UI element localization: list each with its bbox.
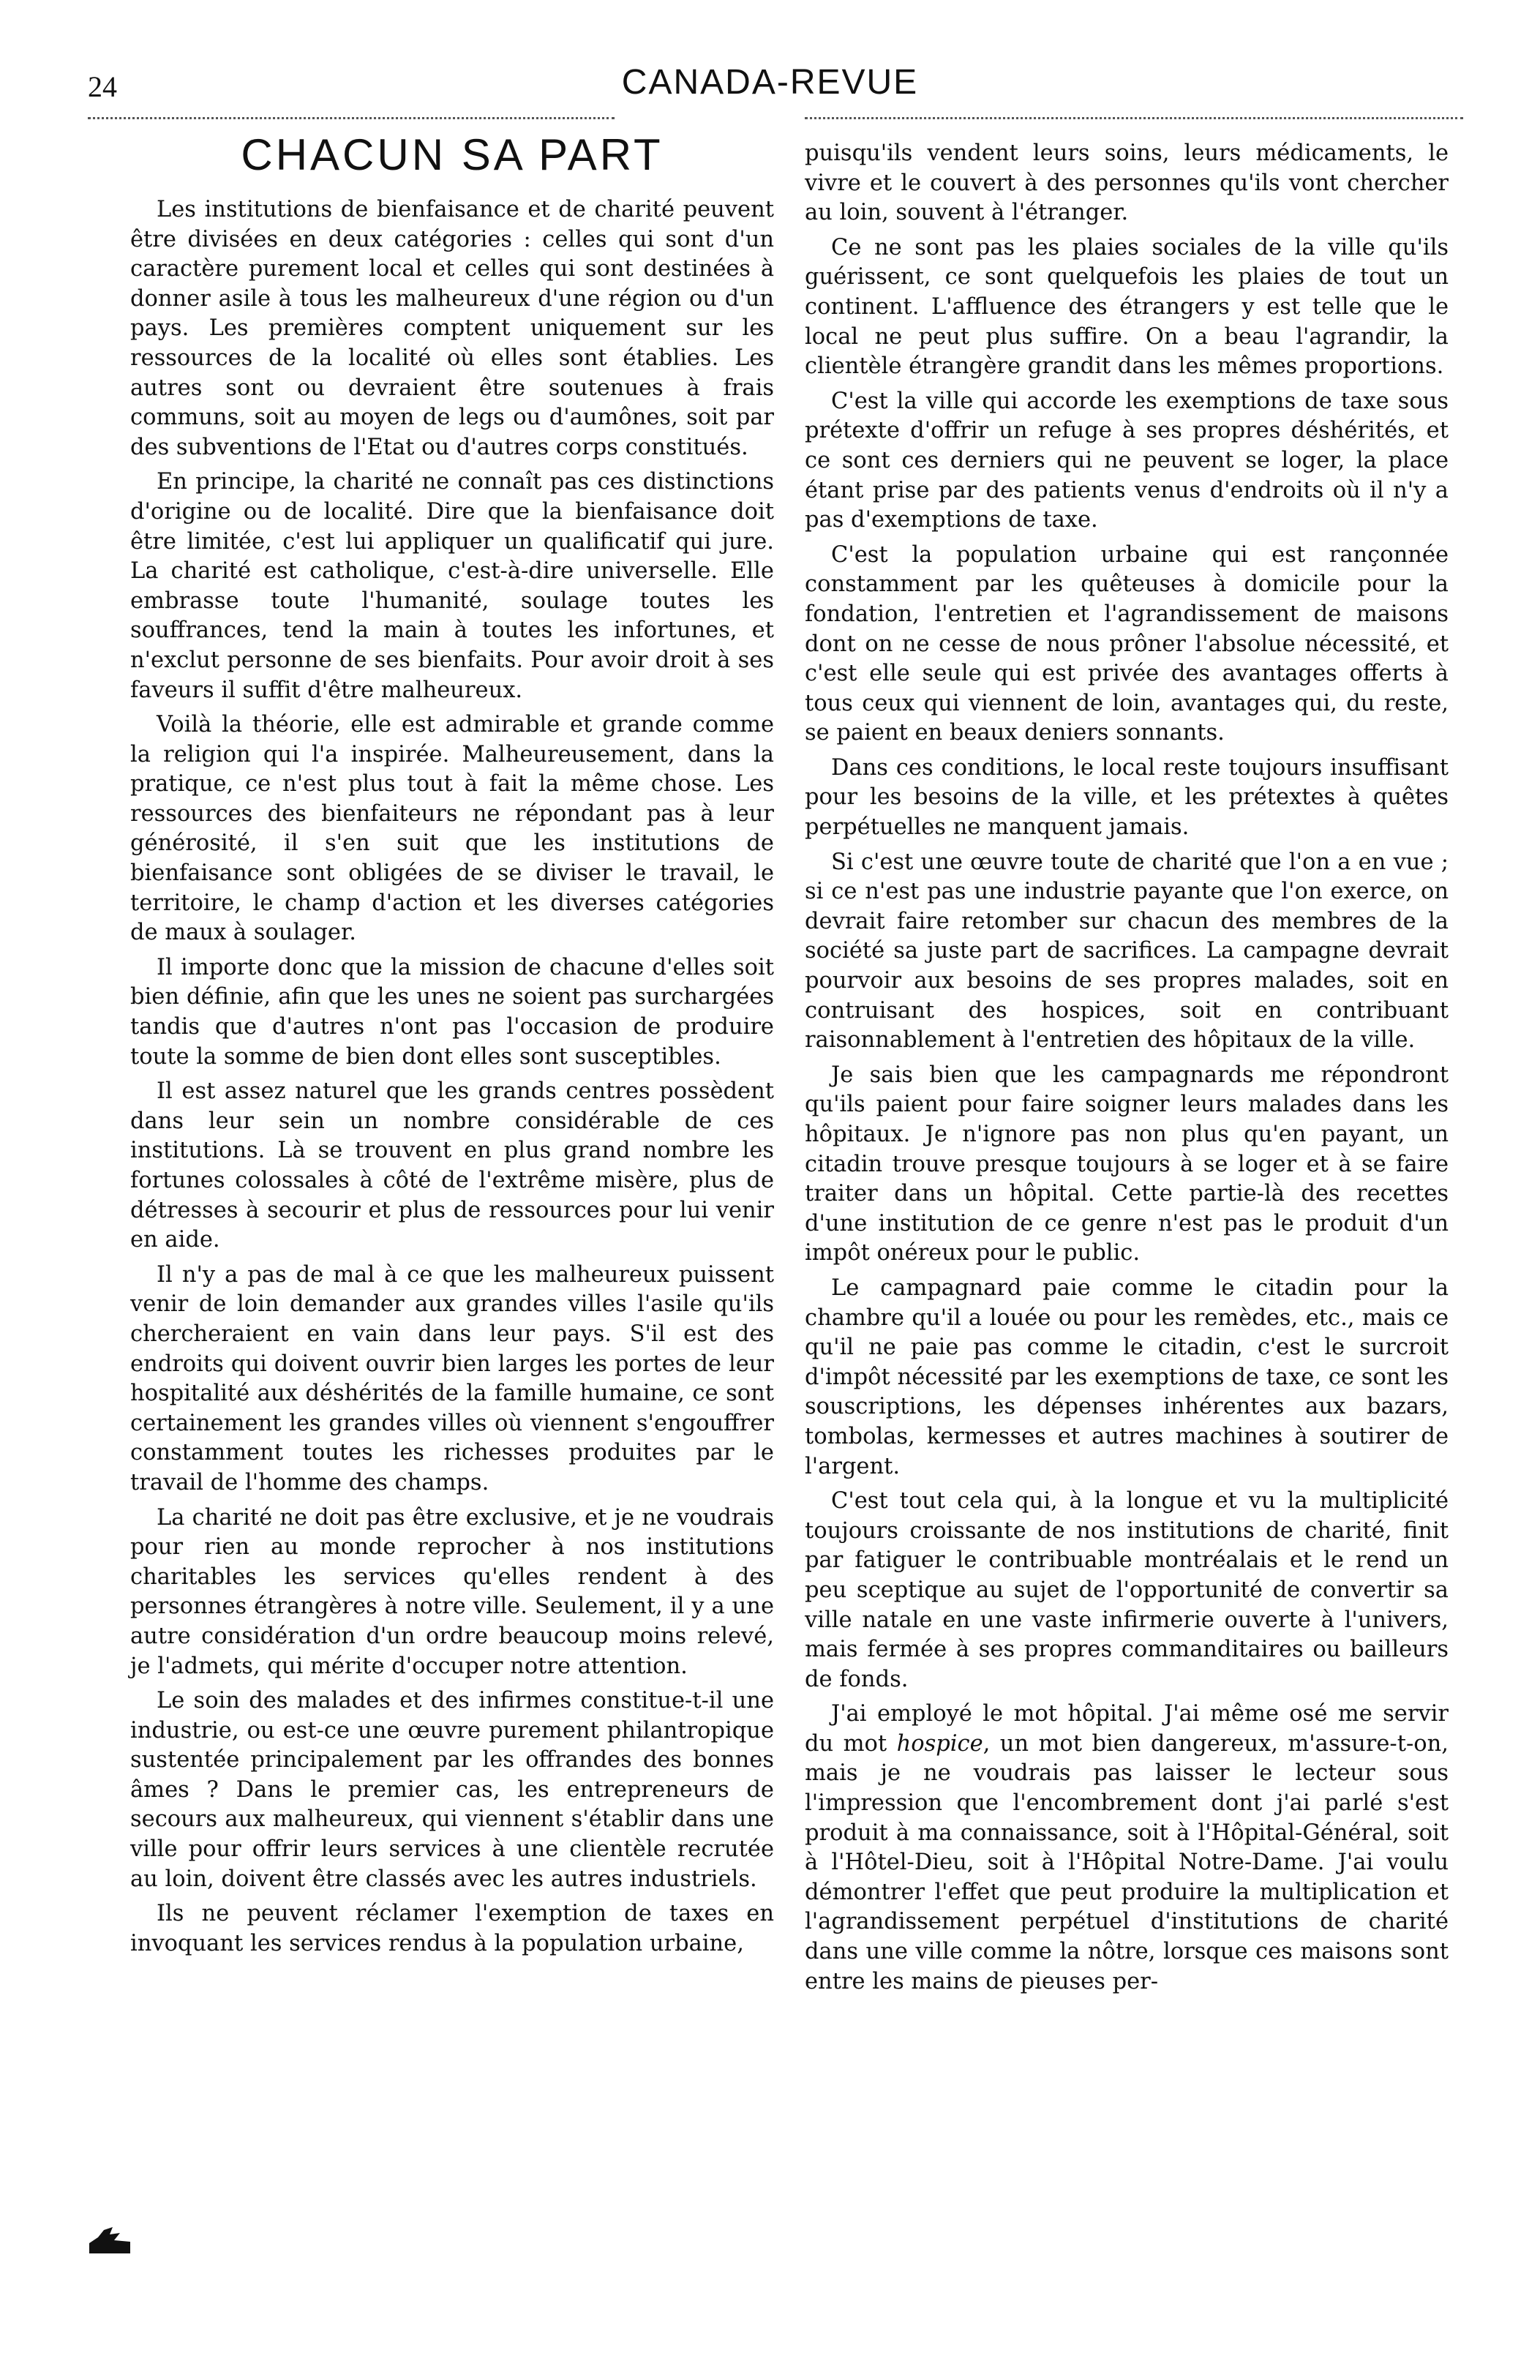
paragraph: Il importe donc que la mission de chacune d'elles soit bien définie, afin que les unes ne soient pas surchargées tandis que d'autres n'ont pas l'occasion de produire toute la somme de bien dont elles sont susceptibles. [130,954,774,1070]
paragraph: Il n'y a pas de mal à ce que les malheureux puissent venir de loin demander aux grandes villes l'asile qu'ils chercheraient en vain dans leur pays. S'il est des endroits qui doivent ouvrir bien larges les portes de leur hospitalité aux déshérités de la famille humaine, ce sont certainement les grandes villes où viennent s'engouffrer constamment toutes les richesses produites par le travail de l'homme des champs. [130,1261,774,1495]
italic-word: hospice [896,1730,983,1757]
page-number: 24 [88,70,117,103]
paragraph: La charité ne doit pas être exclusive, et je ne voudrais pour rien au monde reprocher à nos institutions charitables les services qu'elles rendent à des personnes étrangères à notre ville. Seulement, il y a une autre considération d'un ordre beaucoup moins relevé, je l'admets, qui mérite d'occuper notre attention. [130,1504,774,1679]
paragraph: Il est assez naturel que les grands centres possèdent dans leur sein un nombre considérable de ces institutions. Là se trouvent en plus grand nombre les fortunes colossales à côté de l'extrême misère, plus de détresses à secourir et plus de ressources pour lui venir en aide. [130,1078,774,1253]
right-column [805,139,1449,2002]
paragraph: Ils ne peuvent réclamer l'exemption de taxes en invoquant les services rendus à la population urbaine, [130,1901,774,1956]
paragraph-last [805,1700,1449,1997]
paragraph: Si c'est une œuvre toute de charité que l'on a en vue ; si ce n'est pas une industrie payante que l'on exerce, on devrait faire retomber sur chacun des membres de la société sa juste part de sacrifices. La campagne devrait pourvoir aux besoins de ses propres malades, soit en contruisant des hospices, soit en contribuant raisonnablement à l'entretien des hôpitaux de la ville. [805,849,1449,1054]
paragraph: Le campagnard paie comme le citadin pour la chambre qu'il a louée ou pour les remèdes, etc., mais ce qu'il ne paie pas comme le citadin, c'est le surcroit d'impôt nécessité par les exemptions de taxe, ce sont les souscriptions, les dépenses inhérentes aux bazars, tombolas, kermesses et autres machines à soutirer de l'argent. [805,1275,1449,1479]
paragraph: Voilà la théorie, elle est admirable et grande comme la religion qui l'a inspirée. Malheureusement, dans la pratique, ce n'est plus tout à fait la même chose. Les ressources des bienfaiteurs ne répondant pas à leur générosité, il s'en suit que les institutions de bienfaisance sont obligées de se diviser le travail, le territoire, le champ d'action et les diverses catégories de maux à soulager. [130,712,774,946]
paragraph: C'est la population urbaine qui est rançonnée constamment par les quêteuses à domicile pour la fondation, l'entretien et l'agrandissement de maisons dont on ne cesse de nous prôner l'absolue nécessité, et c'est elle seule qui est privée des avantages offerts à tous ceux qui viennent de loin, avantages qui, du reste, se paient en beaux deniers sonnants. [805,541,1449,746]
paragraph-continuation: puisqu'ils vendent leurs soins, leurs médicaments, le vivre et le couvert à des personnes qu'ils vont chercher au loin, souvent à l'étranger. [805,140,1449,226]
paragraph: Je sais bien que les campagnards me répondront qu'ils paient pour faire soigner leurs malades dans les hôpitaux. Je n'ignore pas non plus qu'en payant, un citadin trouve presque toujours à se loger et à se faire traiter dans un hôpital. Cette partie-là des recettes d'une institution de ce genre n'est pas le produit d'un impôt onéreux pour le public. [805,1062,1449,1266]
paragraph: Le soin des malades et des infirmes constitue-t-il une industrie, ou est-ce une œuvre purement philantropique sustentée principalement par les offrandes des bonnes âmes ? Dans le premier cas, les entrepreneurs de secours aux malheureux, qui viennent s'établir dans une ville pour offrir leurs services à une clientèle recrutée au loin, doivent être classés avec les autres industriels. [130,1688,774,1892]
paragraph: Dans ces conditions, le local reste toujours insuffisant pour les besoins de la ville, et les prétextes à quêtes perpétuelles ne manquent jamais. [805,754,1449,841]
paragraph: C'est tout cela qui, à la longue et vu la multiplicité toujours croissante de nos institutions de charité, finit par fatiguer le contribuable montréalais et le rend un peu sceptique au sujet de l'opportunité de convertir sa ville natale en une vaste infirmerie ouverte à l'univers, mais fermée à ses propres commanditaires ou bailleurs de fonds. [805,1488,1449,1692]
text-run: , un mot bien dangereux, m'assure-t-on, mais je ne voudrais pas laisser le lecteur sous l'impression que l'encombrement dont j'ai parlé s'est produit à ma connaissance, soit à l'Hôpital-Général, soit à l'Hôtel-Dieu, soit à l'Hôpital Notre-Dame. J'ai voulu démontrer l'effet que peut produire la multiplication et l'agrandissement perpétuel d'institutions de charité dans une ville comme la nôtre, lorsque ces maisons sont entre les mains de pieuses per- [805,1730,1449,1994]
journal-title: CANADA-REVUE [621,63,919,102]
paragraph: C'est la ville qui accorde les exemptions de taxe sous prétexte d'offrir un refuge à ses propres déshérités, et ce sont ces derniers qui ne peuvent se loger, la place étant prise par des patients venus d'endroits où il n'y a pas d'exemptions de taxe. [805,388,1449,533]
article-title: CHACUN SA PART [241,130,664,179]
paragraph: Les institutions de bienfaisance et de charité peuvent être divisées en deux catégories : celles qui sont d'un caractère purement local et celles qui sont destinées à donner asile à tous les malheureux d'une région ou d'un pays. Les premières comptent uniquement sur les ressources de la localité où elles sont établies. Les autres sont ou devraient être soutenues à frais communs, soit au moyen de legs ou d'aumônes, soit par des subventions de l'Etat ou d'autres corps constitués. [130,197,774,460]
header-rule-right [805,117,1463,119]
paragraph: Ce ne sont pas les plaies sociales de la ville qu'ils guérissent, ce sont quelquefois les plaies de tout un continent. L'affluence des étrangers y est telle que le local ne peut plus suffire. On a beau l'agrandir, la clientèle étrangère grandit dans les mêmes proportions. [805,234,1449,380]
header-rule-left [88,117,615,119]
paragraph: En principe, la charité ne connaît pas ces distinctions d'origine ou de localité. Dire que la bienfaisance doit être limitée, c'est lui appliquer un qualificatif qui jure. La charité est catholique, c'est-à-dire universelle. Elle embrasse toute l'humanité, soulage toutes les souffrances, tend la main à toutes les infortunes, et n'exclut personne de ses bienfaits. Pour avoir droit à ses faveurs il suffit d'être malheureux. [130,469,774,703]
text-run: J'ai employé le mot hôpital. J'ai même osé me servir du mot [805,1701,1449,1757]
left-column [130,128,774,1964]
printer-ornament-icon [88,2224,132,2255]
